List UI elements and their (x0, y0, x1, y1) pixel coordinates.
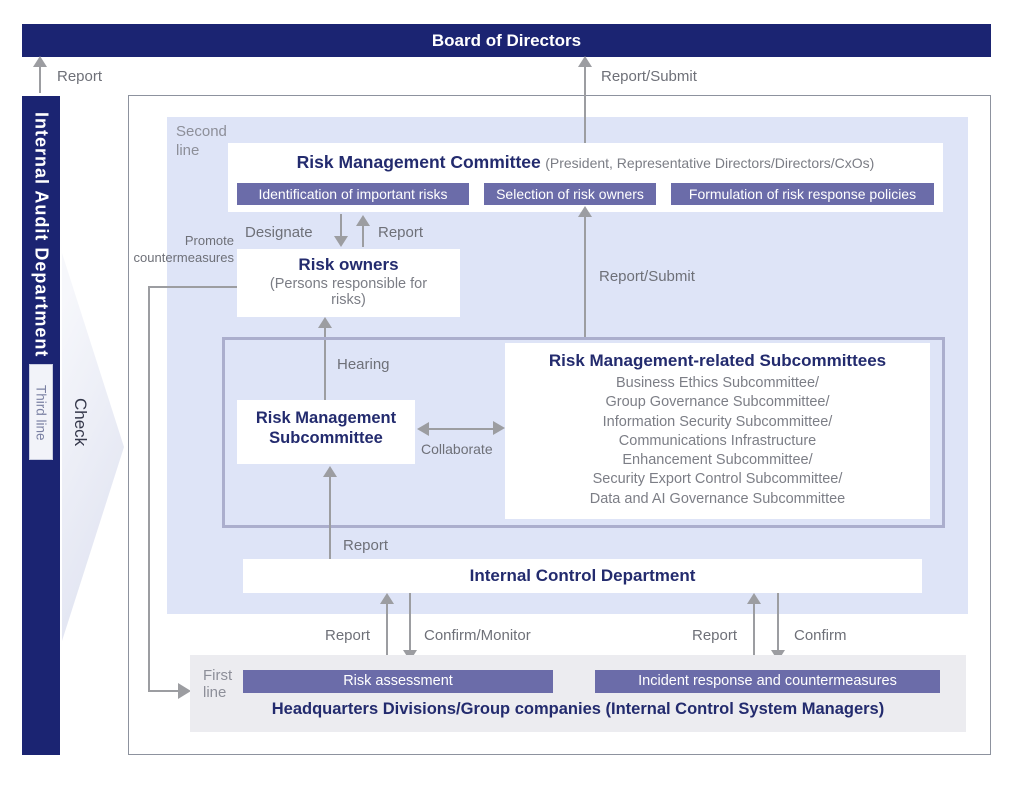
report-subcommittee-line (329, 477, 331, 560)
subcommittee-item: Group Governance Subcommittee/ (605, 394, 830, 411)
risk-management-subcommittee-box (237, 400, 415, 464)
promote-path-line (148, 286, 150, 692)
collaborate-arrow-line (428, 428, 494, 430)
report-bottom-right-label: Report (692, 627, 738, 644)
risk-owners-subtitle: (Persons responsible for risks) (269, 276, 428, 309)
report-arrow-line (39, 66, 41, 93)
report-bottom-left-label: Report (325, 627, 371, 644)
report-submit-top-label: Report/Submit (601, 68, 697, 85)
internal-control-department-box: Internal Control Department (243, 559, 922, 593)
report-submit-top-line (584, 66, 586, 143)
check-label: Check (71, 398, 90, 447)
arrow-up-icon (33, 56, 47, 67)
subcommittee-item: Data and AI Governance Subcommittee (589, 490, 846, 507)
hearing-label: Hearing (337, 356, 390, 373)
collaborate-label: Collaborate (421, 441, 493, 457)
designate-arrow-line (340, 214, 342, 238)
report-designate-arrow-line (362, 225, 364, 247)
arrow-up-icon (578, 206, 592, 217)
risk-management-subcommittee-title: Risk Management Subcommittee (255, 409, 397, 448)
first-line-label: First line (203, 667, 233, 701)
internal-audit-department-bar (22, 96, 60, 755)
arrow-up-icon (356, 215, 370, 226)
report-submit-mid-line (584, 216, 586, 337)
committee-badge-row (237, 183, 934, 205)
confirm-monitor-label: Confirm/Monitor (424, 627, 531, 644)
subcommittee-item: Information Security Subcommittee/ (602, 413, 833, 430)
report-label-top-left: Report (57, 68, 103, 85)
badge-incident-response: Incident response and countermeasures (595, 670, 940, 693)
committee-title: Risk Management Committee (296, 152, 541, 172)
promote-path-line (148, 286, 237, 288)
subcommittee-item: Security Export Control Subcommittee/ (592, 471, 843, 488)
arrow-right-icon (493, 421, 505, 435)
risk-owners-title: Risk owners (298, 255, 399, 274)
subcommittee-item: Business Ethics Subcommittee/ (615, 375, 820, 391)
report-designate-label: Report (378, 224, 424, 241)
promote-countermeasures-label: Promote countermeasures (133, 233, 234, 265)
designate-label: Designate (245, 224, 313, 241)
first-line-region (190, 655, 966, 732)
subcommittees-title: Risk Management-related Subcommittees (548, 351, 887, 370)
arrow-up-icon (380, 593, 394, 604)
badge-selection-of-risk-owners: Selection of risk owners (484, 183, 656, 205)
subcommittee-item: Communications Infrastructure (618, 432, 817, 449)
arrow-up-icon (578, 56, 592, 67)
committee-subtitle: (President, Representative Directors/Directors/CxOs) (545, 155, 875, 171)
report-subcommittee-label: Report (343, 537, 389, 554)
arrow-up-icon (318, 317, 332, 328)
confirm-monitor-line (409, 593, 411, 651)
check-arrow-icon (62, 253, 124, 641)
second-line-label: Second line (176, 123, 227, 159)
badge-formulation-of-risk-response-policies: Formulation of risk response policies (671, 183, 934, 205)
subcommittee-item: Enhancement Subcommittee/ (622, 452, 813, 469)
arrow-down-icon (334, 236, 348, 247)
confirm-line (777, 593, 779, 651)
internal-audit-department-label: Internal Audit Department (31, 112, 52, 358)
arrow-up-icon (747, 593, 761, 604)
report-submit-mid-label: Report/Submit (599, 268, 695, 285)
arrow-up-icon (323, 466, 337, 477)
headquarters-caption: Headquarters Divisions/Group companies (Internal Control System Managers) (271, 700, 885, 718)
risk-management-committee-box (228, 143, 943, 212)
risk-management-related-subcommittees-box (505, 343, 930, 519)
risk-owners-box (237, 249, 460, 317)
promote-path-line (148, 690, 180, 692)
arrow-left-icon (417, 422, 429, 436)
confirm-label: Confirm (794, 627, 847, 644)
third-line-label: Third line (33, 384, 49, 441)
badge-risk-assessment: Risk assessment (243, 670, 553, 693)
board-of-directors-bar: Board of Directors (22, 24, 991, 57)
committee-title-row (228, 152, 943, 173)
third-line-badge (29, 364, 53, 460)
badge-identification-of-important-risks: Identification of important risks (237, 183, 469, 205)
